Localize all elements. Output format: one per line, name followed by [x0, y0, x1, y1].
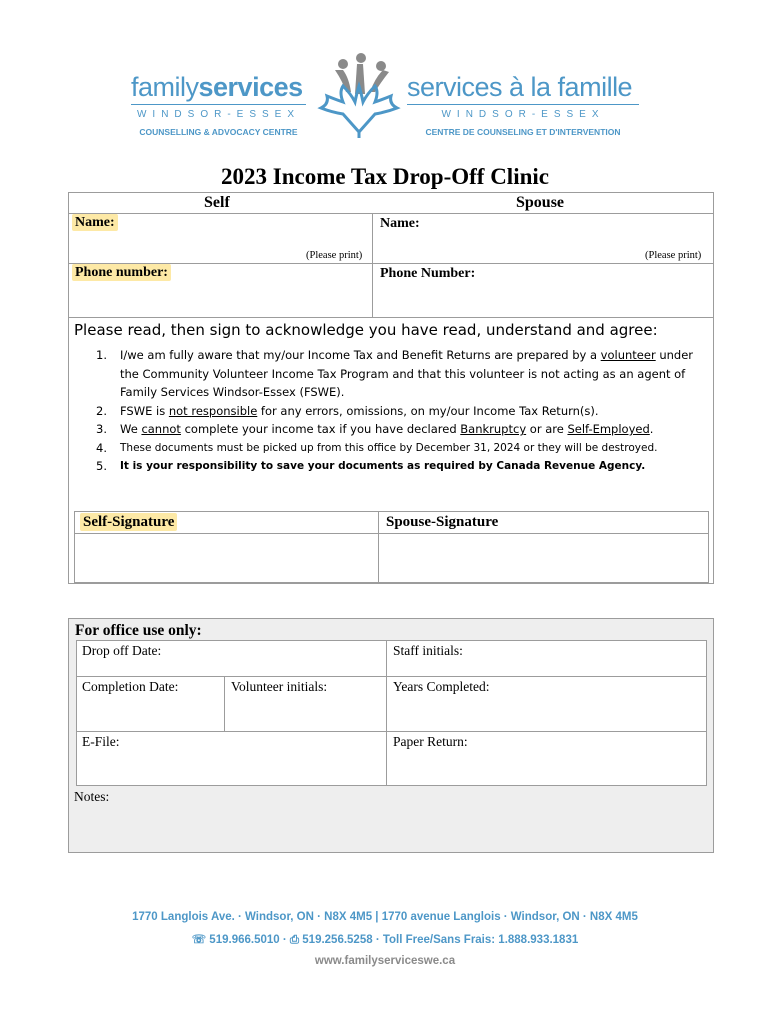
footer-address: 1770 Langlois Ave. · Windsor, ON · N8X 4M5 | 1770 avenue Langlois · Windsor, ON · N8X 4M5: [132, 911, 638, 923]
list-item: 1. I/we am fully aware that my/our Income Tax and Benefit Returns are prepared by a volunteer under the Community Volunteer Income Tax Program and that this volunteer is not acting as an agent of Family Services Windsor-Essex (FSWE).: [96, 348, 694, 399]
completion-date-field[interactable]: Completion Date:: [82, 679, 179, 694]
paper-return-field[interactable]: Paper Return:: [393, 734, 468, 749]
office-heading: For office use only:: [75, 622, 202, 639]
office-grid: [76, 640, 707, 786]
logo-emblem-icon: [313, 52, 405, 138]
logo-english: familyservices WINDSOR-ESSEX COUNSELLING & ADVOCACY CENTRE: [131, 72, 306, 139]
spouse-name-field[interactable]: [380, 216, 420, 232]
page-title: 2023 Income Tax Drop-Off Clinic: [221, 164, 549, 189]
spouse-signature-label: Spouse-Signature: [386, 514, 499, 530]
list-item: 5. It is your responsibility to save your documents as required by Canada Revenue Agency.: [96, 459, 646, 473]
self-name-field[interactable]: [72, 215, 118, 231]
spouse-phone-label: Phone Number:: [380, 266, 476, 281]
self-please-print: (Please print): [306, 250, 363, 261]
volunteer-initials-field[interactable]: Volunteer initials:: [231, 679, 328, 694]
footer-website: www.familyserviceswe.ca: [314, 955, 456, 967]
spouse-header: Spouse: [516, 194, 565, 211]
agreement-list: [96, 346, 706, 476]
self-signature-label: Self-Signature: [80, 513, 177, 531]
self-name-label: Name:: [72, 214, 118, 231]
spouse-phone-field[interactable]: [380, 266, 475, 282]
spouse-signature-field[interactable]: [386, 514, 498, 531]
spouse-name-label: Name:: [380, 216, 420, 231]
notes-field[interactable]: Notes:: [74, 789, 110, 804]
efile-field[interactable]: E-File:: [82, 734, 120, 749]
list-item: 4. These documents must be picked up from this office by December 31, 2024 or they will be destroyed.: [96, 440, 658, 455]
drop-off-date-field[interactable]: Drop off Date:: [82, 643, 162, 658]
self-phone-label: Phone number:: [72, 264, 171, 281]
footer-phone: ☏ 519.966.5010 · ⎙ 519.256.5258 · Toll Free/Sans Frais: 1.888.933.1831: [191, 934, 579, 946]
self-phone-field[interactable]: [72, 265, 171, 281]
self-header: Self: [204, 194, 230, 211]
staff-initials-field[interactable]: Staff initials:: [393, 643, 463, 658]
years-completed-field[interactable]: Years Completed:: [393, 679, 490, 694]
agreement-intro: Please read, then sign to acknowledge you have read, understand and agree:: [74, 321, 658, 339]
list-item: 2. FSWE is not responsible for any errors, omissions, on my/our Income Tax Return(s).: [96, 403, 599, 418]
logo-french: services à la famille WINDSOR-ESSEX CENTRE DE COUNSELING ET D'INTERVENTION: [407, 72, 639, 139]
self-signature-field[interactable]: [80, 514, 177, 531]
spouse-please-print: (Please print): [645, 250, 702, 261]
list-item: 3. We cannot complete your income tax if you have declared Bankruptcy or are Self-Employed.: [96, 422, 654, 436]
